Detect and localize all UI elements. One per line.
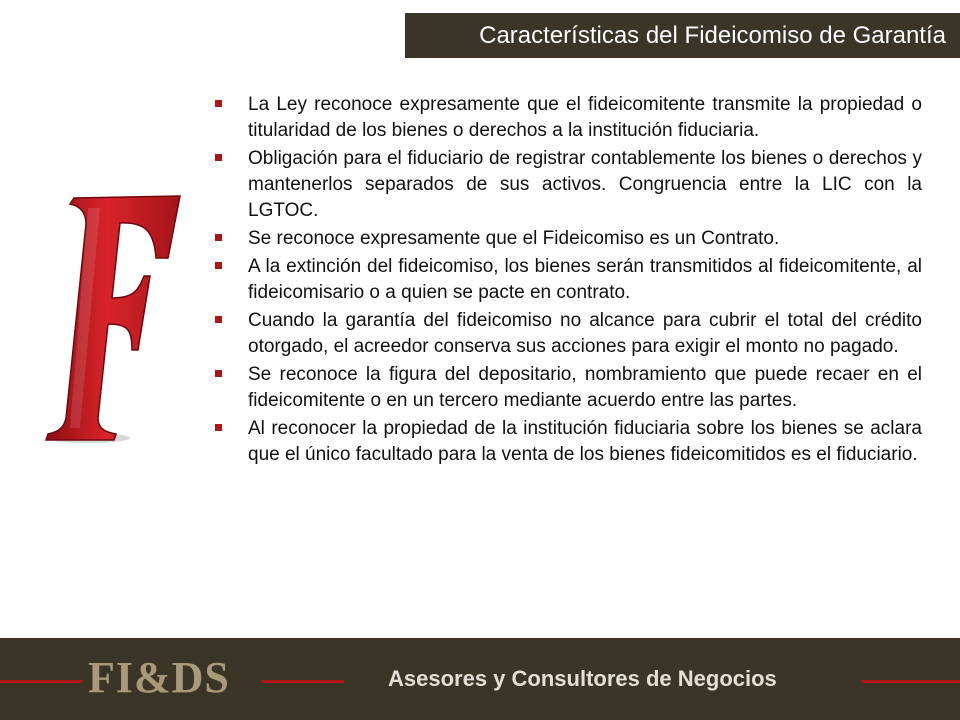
bullet-item xyxy=(214,362,922,414)
bullet-text: A la extinción del fideicomiso, los bienes serán transmitidos al fideicomitente, al fideicomisario o a quien se pacte en contrato. xyxy=(248,256,922,303)
company-logo: FI&DS xyxy=(88,653,230,702)
bullet-text: Se reconoce la figura del depositario, nombramiento que puede recaer en el fideicomitente o en un tercero mediante acuerdo entre las partes. xyxy=(248,364,922,411)
bullet-square-icon xyxy=(215,316,222,323)
bullet-item xyxy=(214,254,922,306)
bullet-list xyxy=(214,92,922,470)
bullet-text: Al reconocer la propiedad de la institución fiduciaria sobre los bienes se aclara que el único facultado para la venta de los bienes fideicomitidos es el fiduciario. xyxy=(248,418,922,465)
bullet-square-icon xyxy=(215,262,222,269)
footer-tagline: Asesores y Consultores de Negocios xyxy=(388,666,777,691)
bullet-item xyxy=(214,416,922,468)
bullet-square-icon xyxy=(215,154,222,161)
bullet-item xyxy=(214,92,922,144)
bullet-text: Obligación para el fiduciario de registrar contablemente los bienes o derechos y mantenerlos separados de sus activos. Congruencia entre la LIC con la LGTOC. xyxy=(248,148,922,221)
footer-band xyxy=(0,638,960,720)
bullet-text: Cuando la garantía del fideicomiso no alcance para cubrir el total del crédito otorgado, el acreedor conserva sus acciones para exigir el monto no pagado. xyxy=(248,310,922,357)
bullet-square-icon xyxy=(215,100,222,107)
bullet-square-icon xyxy=(215,370,222,377)
bullet-text: La Ley reconoce expresamente que el fideicomitente transmite la propiedad o titularidad de los bienes o derechos a la institución fiduciaria. xyxy=(248,94,922,141)
big-red-letter-f-icon xyxy=(40,188,190,448)
footer-red-line-left xyxy=(0,680,82,683)
bullet-item xyxy=(214,146,922,224)
bullet-square-icon xyxy=(215,424,222,431)
footer-red-line-right xyxy=(862,680,960,683)
bullet-item xyxy=(214,308,922,360)
bullet-text: Se reconoce expresamente que el Fideicomiso es un Contrato. xyxy=(248,228,780,249)
bullet-square-icon xyxy=(215,234,222,241)
slide-title: Características del Fideicomiso de Garantía xyxy=(405,13,960,58)
footer-red-line-middle xyxy=(262,680,344,683)
bullet-item xyxy=(214,226,922,252)
